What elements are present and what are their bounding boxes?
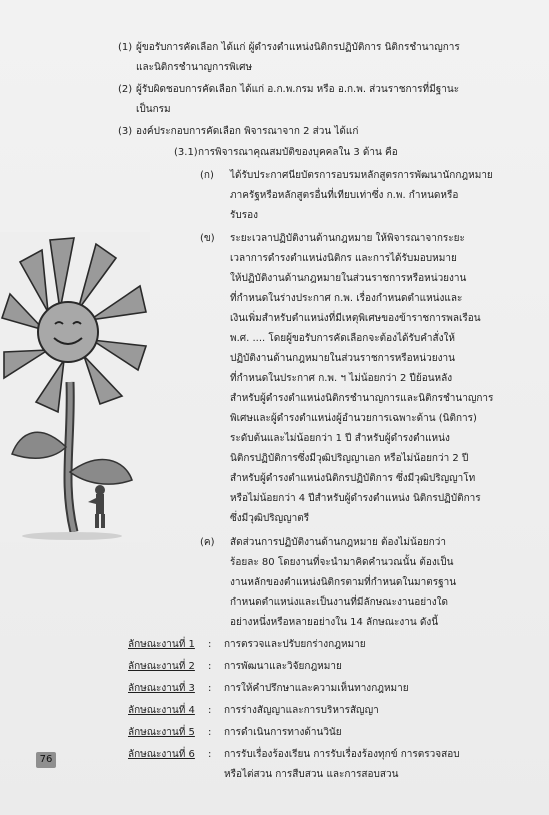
clause-c-line-2: ร้อยละ 80 โดยงานที่จะนำมาคิดคำนวณนั้น ต้องเป็น bbox=[230, 557, 454, 568]
item-3-line-1: องค์ประกอบการคัดเลือก พิจารณาจาก 2 ส่วน ได้แก่ bbox=[136, 126, 359, 137]
flower-illustration bbox=[0, 232, 150, 542]
item-1-number: (1) bbox=[118, 42, 133, 53]
work-type-2-label: ลักษณะงานที่ 2 bbox=[128, 661, 195, 672]
work-type-4-colon: : bbox=[208, 705, 212, 716]
work-type-5-colon: : bbox=[208, 727, 212, 738]
work-type-2-desc: การพัฒนาและวิจัยกฎหมาย bbox=[224, 661, 342, 672]
work-type-3-label: ลักษณะงานที่ 3 bbox=[128, 683, 195, 694]
clause-c-number: (ค) bbox=[200, 537, 215, 548]
work-type-6-colon: : bbox=[208, 749, 212, 760]
clause-b-line-4: ที่กำหนดในร่างประกาศ ก.พ. เรื่องกำหนดตำแหน่งและ bbox=[230, 293, 463, 304]
clause-b-line-15: ซึ่งมีวุฒิปริญญาตรี bbox=[230, 513, 310, 524]
work-type-2-colon: : bbox=[208, 661, 212, 672]
item-2-line-2: เป็นกรม bbox=[136, 104, 171, 115]
work-type-5-desc: การดำเนินการทางด้านวินัย bbox=[224, 727, 342, 738]
page-number: 76 bbox=[36, 752, 56, 768]
clause-c-line-4: กำหนดตำแหน่งและเป็นงานที่มีลักษณะงานอย่างใด bbox=[230, 597, 449, 608]
clause-b-line-6: พ.ศ. .... โดยผู้ขอรับการคัดเลือกจะต้องได้รับคำสั่งให้ bbox=[230, 333, 455, 344]
clause-a-number: (ก) bbox=[200, 170, 214, 181]
clause-b-line-5: เงินเพิ่มสำหรับตำแหน่งที่มีเหตุพิเศษของข้าราชการพลเรือน bbox=[230, 313, 481, 324]
item-2-line-1: ผู้รับผิดชอบการคัดเลือก ได้แก่ อ.ก.พ.กรม หรือ อ.ก.พ. ส่วนราชการที่มีฐานะ bbox=[136, 84, 460, 95]
work-type-4-desc: การร่างสัญญาและการบริหารสัญญา bbox=[224, 705, 379, 716]
work-type-1-desc: การตรวจและปรับยกร่างกฎหมาย bbox=[224, 639, 366, 650]
clause-b-number: (ข) bbox=[200, 233, 215, 244]
work-type-5-label: ลักษณะงานที่ 5 bbox=[128, 727, 195, 738]
item-3-number: (3) bbox=[118, 126, 133, 137]
clause-a-line-1: ได้รับประกาศนียบัตรการอบรมหลักสูตรการพัฒนานักกฎหมาย bbox=[230, 170, 493, 181]
work-type-6-label: ลักษณะงานที่ 6 bbox=[128, 749, 195, 760]
clause-a-line-2: ภาครัฐหรือหลักสูตรอื่นที่เทียบเท่าซึ่ง ก.พ. กำหนดหรือ bbox=[230, 190, 459, 201]
work-type-4-label: ลักษณะงานที่ 4 bbox=[128, 705, 195, 716]
clause-b-line-1: ระยะเวลาปฏิบัติงานด้านกฎหมาย ให้พิจารณาจากระยะ bbox=[230, 233, 465, 244]
sub-item-text: การพิจารณาคุณสมบัติของบุคคลใน 3 ด้าน คือ bbox=[198, 147, 398, 158]
clause-b-line-10: พิเศษและผู้ดำรงตำแหน่งผู้อำนวยการเฉพาะด้าน (นิติการ) bbox=[230, 413, 477, 424]
item-1-line-1: ผู้ขอรับการคัดเลือก ได้แก่ ผู้ดำรงตำแหน่งนิติกรปฏิบัติการ นิติกรชำนาญการ bbox=[136, 42, 460, 53]
work-type-3-colon: : bbox=[208, 683, 212, 694]
work-type-1-colon: : bbox=[208, 639, 212, 650]
clause-b-line-3: ให้ปฏิบัติงานด้านกฎหมายในส่วนราชการหรือหน่วยงาน bbox=[230, 273, 467, 284]
clause-b-line-14: หรือไม่น้อยกว่า 4 ปีสำหรับผู้ดำรงตำแหน่ง นิติกรปฏิบัติการ bbox=[230, 493, 481, 504]
work-type-6-desc-2: หรือไต่สวน การสืบสวน และการสอบสวน bbox=[224, 769, 399, 780]
item-2-number: (2) bbox=[118, 84, 133, 95]
item-1-line-2: และนิติกรชำนาญการพิเศษ bbox=[136, 62, 253, 73]
clause-b-line-2: เวลาการดำรงตำแหน่งนิติกร และการได้รับมอบหมาย bbox=[230, 253, 457, 264]
work-type-1-label: ลักษณะงานที่ 1 bbox=[128, 639, 195, 650]
flower-drawing bbox=[0, 232, 150, 542]
clause-b-line-11: ระดับต้นและไม่น้อยกว่า 1 ปี สำหรับผู้ดำรงตำแหน่ง bbox=[230, 433, 450, 444]
sub-item-number: (3.1) bbox=[174, 147, 198, 158]
clause-c-line-5: อย่างหนึ่งหรือหลายอย่างใน 14 ลักษณะงาน ดังนี้ bbox=[230, 617, 439, 628]
clause-c-line-3: งานหลักของตำแหน่งนิติกรตามที่กำหนดในมาตรฐาน bbox=[230, 577, 457, 588]
work-type-6-desc-1: การรับเรื่องร้องเรียน การรับเรื่องร้องทุกข์ การตรวจสอบ bbox=[224, 749, 460, 760]
clause-b-line-9: สำหรับผู้ดำรงตำแหน่งนิติกรชำนาญการและนิติกรชำนาญการ bbox=[230, 393, 494, 404]
clause-c-line-1: สัดส่วนการปฏิบัติงานด้านกฎหมาย ต้องไม่น้อยกว่า bbox=[230, 537, 446, 548]
clause-a-line-3: รับรอง bbox=[230, 210, 258, 221]
work-type-3-desc: การให้คำปรึกษาและความเห็นทางกฎหมาย bbox=[224, 683, 409, 694]
clause-b-line-8: ที่กำหนดในประกาศ ก.พ. ฯ ไม่น้อยกว่า 2 ปีย้อนหลัง bbox=[230, 373, 453, 384]
clause-b-line-7: ปฏิบัติงานด้านกฎหมายในส่วนราชการหรือหน่วยงาน bbox=[230, 353, 455, 364]
clause-b-line-13: สำหรับผู้ดำรงตำแหน่งนิติกรปฏิบัติการ ซึ่งมีวุฒิปริญญาโท bbox=[230, 473, 476, 484]
clause-b-line-12: นิติกรปฏิบัติการซึ่งมีวุฒิปริญญาเอก หรือไม่น้อยกว่า 2 ปี bbox=[230, 453, 469, 464]
